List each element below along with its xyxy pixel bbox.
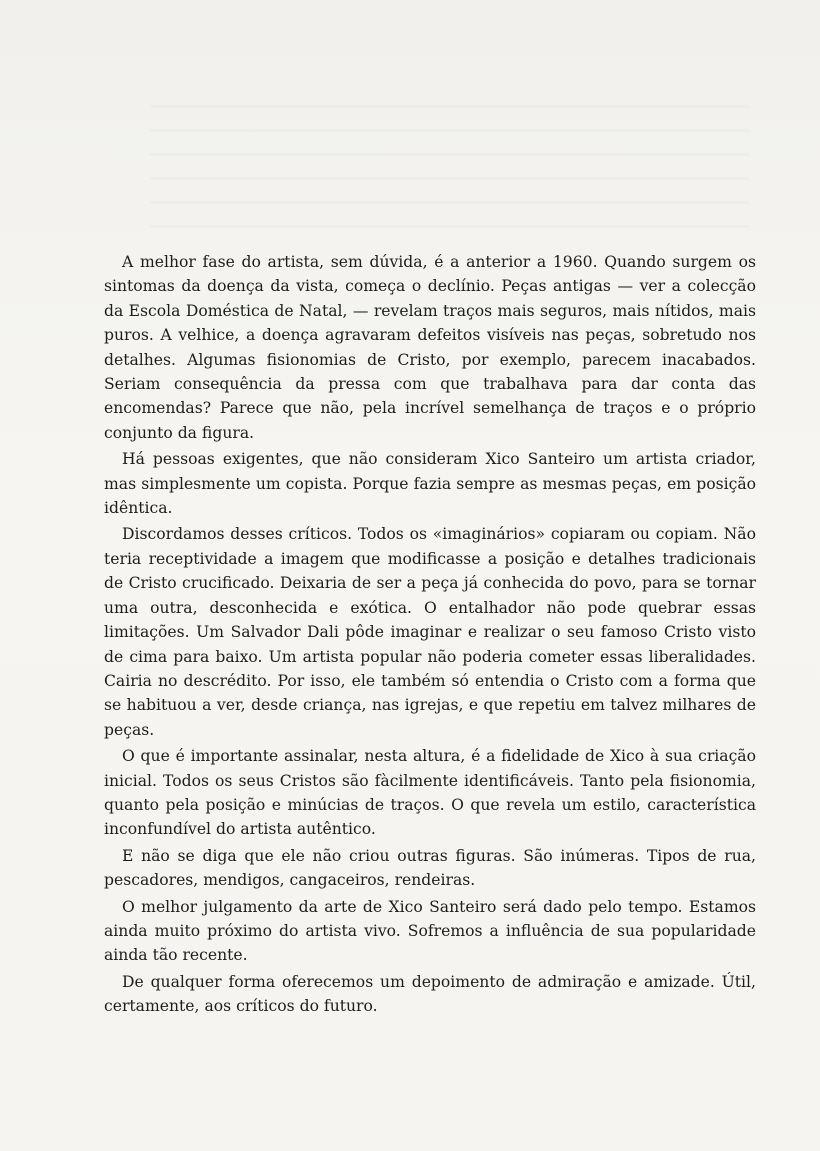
paragraph-2: Há pessoas exigentes, que não consideram Xico Santeiro um artista criador, mas simplesmente um copista. Porque fazia sempre as mesmas peças, em posição idêntica.: [104, 450, 756, 518]
paragraph-4: O que é importante assinalar, nesta altura, é a fidelidade de Xico à sua criação inicial. Todos os seus Cristos são fàcilmente identificáveis. Tanto pela fisionomia, quanto pela posição e minúcias de traços. O que revela um estilo, característica inconfundível do artista autêntico.: [104, 747, 756, 839]
paragraph-3: Discordamos desses críticos. Todos os «imaginários» copiaram ou copiam. Não teria receptividade a imagem que modificasse a posição e detalhes tradicionais de Cristo crucificado. Deixaria de ser a peça já conhecida do povo, para se tornar uma outra, desconhecida e exótica. O entalhador não pode quebrar essas limitações. Um Salvador Dali pôde imaginar e realizar o seu famoso Cristo visto de cima para baixo. Um artista popular não poderia cometer essas liberalidades. Cairia no descrédito. Por isso, ele também só entendia o Cristo com a forma que se habituou a ver, desde criança, nas igrejas, e que repetiu em talvez milhares de peças.: [104, 525, 756, 739]
paragraph-6: O melhor julgamento da arte de Xico Santeiro será dado pelo tempo. Estamos ainda muito próximo do artista vivo. Sofremos a influência de sua popularidade ainda tão recente.: [104, 897, 756, 965]
body-text: [104, 250, 756, 1019]
paragraph-5: E não se diga que ele não criou outras figuras. São inúmeras. Tipos de rua, pescadores, mendigos, cangaceiros, rendeiras.: [104, 846, 756, 890]
show-through-background: [150, 85, 750, 245]
paragraph-7: De qualquer forma oferecemos um depoimento de admiração e amizade. Útil, certamente, aos críticos do futuro.: [104, 972, 756, 1016]
paragraph-1: A melhor fase do artista, sem dúvida, é a anterior a 1960. Quando surgem os sintomas da doença da vista, começa o declínio. Peças antigas — ver a colecção da Escola Doméstica de Natal, — revelam traços mais seguros, mais nítidos, mais puros. A velhice, a doença agravaram defeitos visíveis nas peças, sobretudo nos detalhes. Algumas fisionomias de Cristo, por exemplo, parecem inacabados. Seriam consequência da pressa com que trabalhava para dar conta das encomendas? Parece que não, pela incrível semelhança de traços e o próprio conjunto da figura.: [104, 253, 756, 442]
